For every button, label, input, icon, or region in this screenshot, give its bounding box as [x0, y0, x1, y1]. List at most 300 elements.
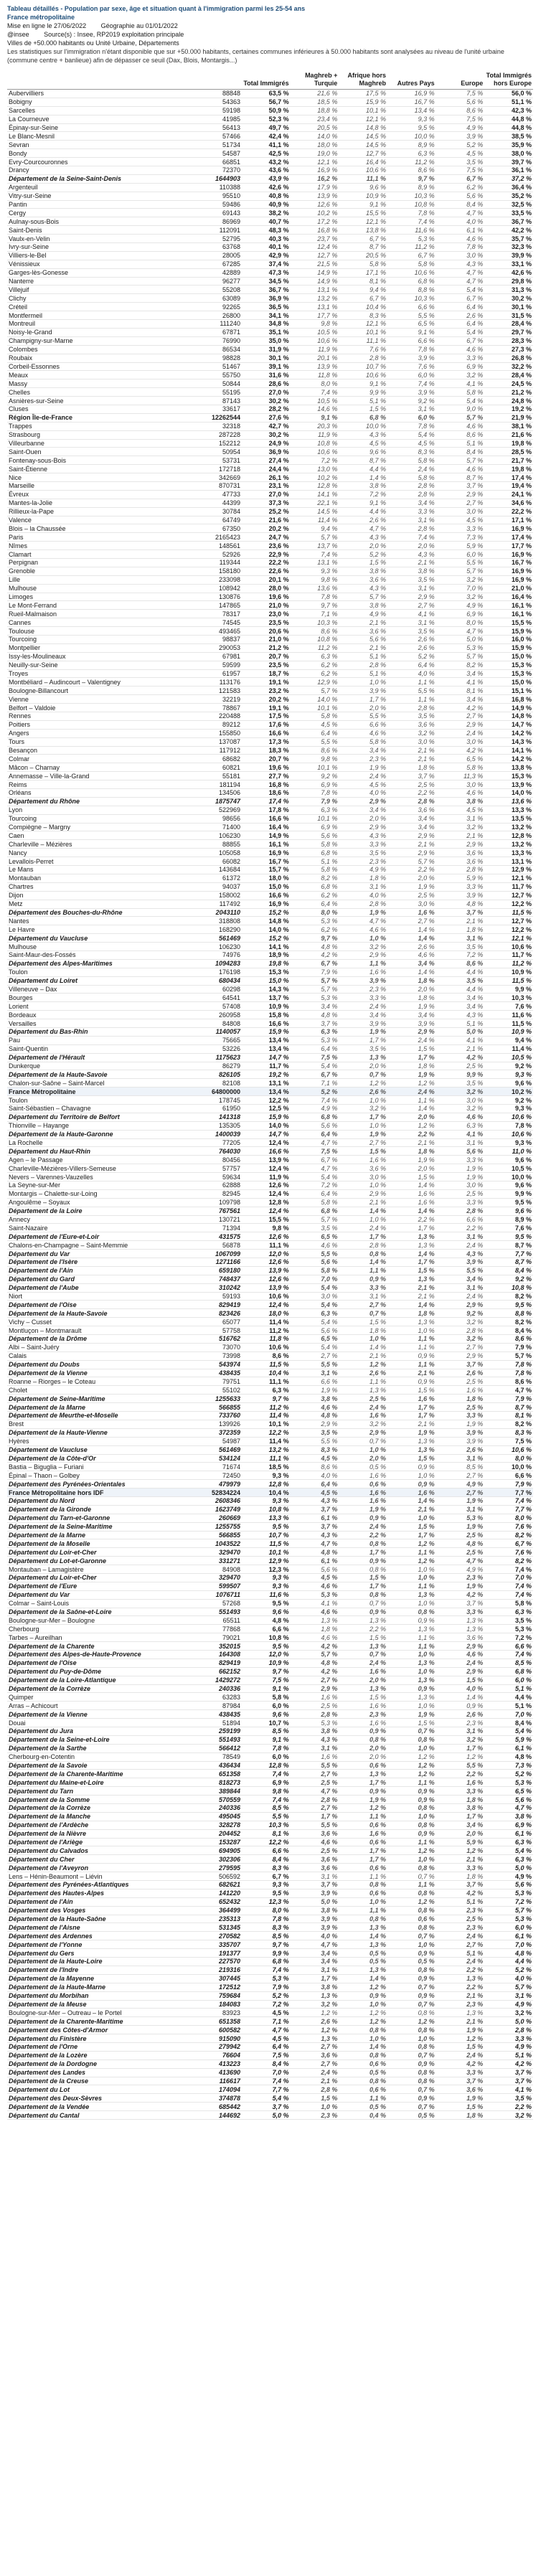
cell-name: Limoges [7, 593, 193, 601]
cell-hors-europe-pct: 9,3 % [484, 1104, 533, 1113]
cell-hors-europe-pct: 5,2 % [484, 1966, 533, 1974]
cell-total-pct: 4,8 % [242, 1616, 291, 1625]
table-row [7, 1224, 533, 1232]
cell-total-pct: 8,1 % [242, 1829, 291, 1838]
cell-autres-pct: 2,9 % [387, 849, 436, 857]
cell-autres-pct: 2,1 % [387, 1420, 436, 1428]
cell-population: 143684 [193, 866, 242, 874]
cell-maghreb-pct: 5,6 % [291, 1258, 339, 1267]
table-row [7, 1829, 533, 1838]
cell-autres-pct: 4,0 % [387, 669, 436, 678]
cell-europe-pct: 2,1 % [436, 1044, 485, 1053]
cell-europe-pct: 2,2 % [436, 1966, 485, 1974]
cell-total-pct: 12,8 % [242, 1198, 291, 1207]
cell-afrique-pct: 0,7 % [339, 1437, 387, 1445]
cell-total-pct: 23,5 % [242, 661, 291, 669]
cell-europe-pct: 6,7 % [436, 294, 485, 303]
cell-population: 83923 [193, 2009, 242, 2017]
table-row [7, 840, 533, 849]
cell-total-pct: 21,2 % [242, 643, 291, 652]
cell-maghreb-pct: 10,2 % [291, 209, 339, 217]
table-row [7, 328, 533, 336]
cell-total-pct: 7,4 % [242, 1770, 291, 1778]
cell-name: Département de l'Indre [7, 1966, 193, 1974]
cell-hors-europe-pct: 14,0 % [484, 789, 533, 798]
cell-autres-pct: 1,9 % [387, 1156, 436, 1164]
cell-autres-pct: 1,6 % [387, 1395, 436, 1403]
cell-population: 119344 [193, 558, 242, 567]
cell-europe-pct: 3,4 % [436, 994, 485, 1002]
cell-autres-pct: 1,2 % [387, 1752, 436, 1761]
cell-name: Dijon [7, 891, 193, 900]
cell-population: 64800000 [193, 1088, 242, 1096]
cell-total-pct: 16,6 % [242, 1019, 291, 1028]
cell-autres-pct: 1,1 % [387, 1335, 436, 1344]
cell-name: Département des Landes [7, 2068, 193, 2077]
cell-population: 64541 [193, 994, 242, 1002]
cell-hors-europe-pct: 21,2 % [484, 388, 533, 397]
table-row [7, 729, 533, 737]
table-row [7, 1889, 533, 1897]
table-row [7, 575, 533, 584]
cell-autres-pct: 0,8 % [387, 1821, 436, 1829]
cell-total-pct: 16,6 % [242, 814, 291, 823]
cell-maghreb-pct: 14,5 % [291, 507, 339, 516]
table-row [7, 1855, 533, 1864]
cell-afrique-pct: 2,9 % [339, 797, 387, 806]
cell-autres-pct: 1,8 % [387, 1309, 436, 1318]
cell-hors-europe-pct: 7,7 % [484, 1250, 533, 1258]
cell-hors-europe-pct: 7,8 % [484, 1369, 533, 1377]
cell-autres-pct: 5,5 % [387, 687, 436, 695]
cell-total-pct: 30,2 % [242, 430, 291, 439]
cell-name: Département de l'Oise [7, 1659, 193, 1667]
table-row [7, 1369, 533, 1377]
cell-name: Département de la Haute-Loire [7, 1958, 193, 1966]
cell-hors-europe-pct: 7,6 % [484, 1522, 533, 1531]
cell-population: 54363 [193, 98, 242, 106]
cell-population: 12262544 [193, 413, 242, 422]
cell-hors-europe-pct: 9,4 % [484, 1036, 533, 1044]
cell-name: Département du Maine-et-Loire [7, 1778, 193, 1787]
cell-afrique-pct: 2,4 % [339, 1002, 387, 1011]
cell-name: Villeurbanne [7, 439, 193, 448]
cell-name: Tourcoing [7, 636, 193, 644]
cell-maghreb-pct: 6,4 % [291, 1044, 339, 1053]
cell-autres-pct: 1,0 % [387, 1667, 436, 1676]
cell-name: Département du Lot [7, 2085, 193, 2094]
cell-maghreb-pct: 12,1 % [291, 158, 339, 166]
cell-autres-pct: 11,6 % [387, 226, 436, 235]
cell-name: Département du Territoire de Belfort [7, 1113, 193, 1121]
cell-population: 318808 [193, 917, 242, 925]
cell-autres-pct: 0,5 % [387, 2111, 436, 2120]
table-row [7, 1881, 533, 1889]
cell-europe-pct: 3,4 % [436, 1821, 485, 1829]
cell-maghreb-pct: 3,9 % [291, 1915, 339, 1923]
cell-afrique-pct: 0,6 % [339, 1480, 387, 1488]
cell-maghreb-pct: 11,9 % [291, 430, 339, 439]
cell-afrique-pct: 0,9 % [339, 1727, 387, 1736]
table-row [7, 490, 533, 499]
cell-europe-pct: 7,0 % [436, 584, 485, 593]
cell-name: Vienne [7, 695, 193, 704]
cell-autres-pct: 1,9 % [387, 882, 436, 891]
cell-name: Mâcon – Charnay [7, 763, 193, 772]
cell-autres-pct: 1,2 % [387, 1897, 436, 1906]
table-row [7, 866, 533, 874]
cell-hors-europe-pct: 6,1 % [484, 1932, 533, 1940]
table-row [7, 226, 533, 235]
cell-afrique-pct: 4,7 % [339, 917, 387, 925]
cell-europe-pct: 5,6 % [436, 192, 485, 200]
cell-europe-pct: 3,2 % [436, 593, 485, 601]
table-row [7, 2042, 533, 2051]
table-row [7, 1113, 533, 1121]
cell-population: 1067099 [193, 1250, 242, 1258]
cell-total-pct: 41,1 % [242, 141, 291, 149]
cell-total-pct: 9,5 % [242, 1642, 291, 1651]
cell-maghreb-pct: 6,7 % [291, 959, 339, 968]
cell-population: 51467 [193, 362, 242, 371]
cell-total-pct: 14,3 % [242, 985, 291, 994]
cell-name: Vénissieux [7, 260, 193, 268]
cell-total-pct: 18,0 % [242, 1309, 291, 1318]
cell-name: Tours [7, 737, 193, 746]
cell-europe-pct: 4,6 % [436, 422, 485, 430]
cell-hors-europe-pct: 3,5 % [484, 2094, 533, 2103]
cell-maghreb-pct: 9,7 % [291, 601, 339, 610]
cell-maghreb-pct: 4,6 % [291, 1582, 339, 1590]
cell-hors-europe-pct: 4,4 % [484, 1958, 533, 1966]
cell-autres-pct: 8,6 % [387, 166, 436, 175]
cell-population: 109798 [193, 1198, 242, 1207]
cell-afrique-pct: 2,0 % [339, 1676, 387, 1684]
cell-name: Montfermeil [7, 311, 193, 320]
cell-maghreb-pct: 8,6 % [291, 1463, 339, 1471]
cell-maghreb-pct: 2,4 % [291, 2068, 339, 2077]
cell-autres-pct: 2,5 % [387, 891, 436, 900]
cell-total-pct: 40,9 % [242, 200, 291, 209]
cell-autres-pct: 10,8 % [387, 200, 436, 209]
cell-name: Département du Cher [7, 1855, 193, 1864]
cell-population: 829419 [193, 1659, 242, 1667]
table-row [7, 1659, 533, 1667]
cell-population: 105058 [193, 849, 242, 857]
table-row [7, 430, 533, 439]
table-row [7, 1710, 533, 1719]
cell-total-pct: 36,9 % [242, 448, 291, 456]
cell-name: Département du Nord [7, 1496, 193, 1505]
cell-name: Rueil-Malmaison [7, 610, 193, 618]
cell-autres-pct: 0,5 % [387, 1958, 436, 1966]
cell-hors-europe-pct: 5,0 % [484, 1864, 533, 1872]
cell-total-pct: 16,8 % [242, 780, 291, 789]
cell-afrique-pct: 2,3 % [339, 1710, 387, 1719]
cell-name: Aulnay-sous-Bois [7, 217, 193, 226]
cell-hors-europe-pct: 9,5 % [484, 1198, 533, 1207]
cell-afrique-pct: 3,9 % [339, 976, 387, 985]
cell-europe-pct: 2,4 % [436, 2051, 485, 2060]
cell-afrique-pct: 1,0 % [339, 1897, 387, 1906]
cell-population: 63089 [193, 294, 242, 303]
cell-hors-europe-pct: 13,1 % [484, 857, 533, 866]
cell-maghreb-pct: 5,4 % [291, 1173, 339, 1181]
cell-europe-pct: 4,7 % [436, 627, 485, 636]
table-row [7, 2103, 533, 2111]
cell-autres-pct: 3,0 % [387, 900, 436, 908]
cell-afrique-pct: 1,5 % [339, 1573, 387, 1582]
cell-population: 54587 [193, 149, 242, 158]
cell-population: 84808 [193, 1019, 242, 1028]
cell-autres-pct: 6,8 % [387, 277, 436, 286]
cell-autres-pct: 3,5 % [387, 627, 436, 636]
cell-name: Besançon [7, 746, 193, 755]
cell-europe-pct: 3,6 % [436, 1633, 485, 1642]
cell-total-pct: 43,9 % [242, 174, 291, 183]
cell-hors-europe-pct: 15,1 % [484, 687, 533, 695]
cell-name: Asnières-sur-Seine [7, 397, 193, 405]
cell-total-pct: 9,3 % [242, 1471, 291, 1480]
table-row [7, 1215, 533, 1224]
cell-afrique-pct: 9,4 % [339, 286, 387, 294]
cell-europe-pct: 4,4 % [436, 985, 485, 994]
table-row [7, 1318, 533, 1326]
cell-total-pct: 10,8 % [242, 1505, 291, 1514]
cell-afrique-pct: 0,8 % [339, 2051, 387, 2060]
cell-autres-pct: 8,3 % [387, 448, 436, 456]
cell-population: 310242 [193, 1283, 242, 1292]
cell-name: Meaux [7, 371, 193, 379]
table-row [7, 1173, 533, 1181]
table-row [7, 1727, 533, 1736]
cell-total-pct: 7,9 % [242, 1983, 291, 1991]
cell-total-pct: 18,0 % [242, 874, 291, 882]
cell-autres-pct: 3,4 % [387, 499, 436, 507]
cell-hors-europe-pct: 13,9 % [484, 780, 533, 789]
cell-afrique-pct: 1,8 % [339, 874, 387, 882]
table-row [7, 610, 533, 618]
cell-autres-pct: 1,1 % [387, 1881, 436, 1889]
cell-name: Évreux [7, 490, 193, 499]
cell-hors-europe-pct: 10,6 % [484, 1130, 533, 1138]
cell-europe-pct: 3,0 % [436, 1181, 485, 1190]
cell-total-pct: 15,0 % [242, 882, 291, 891]
cell-hors-europe-pct: 12,2 % [484, 925, 533, 934]
table-row [7, 652, 533, 661]
cell-maghreb-pct: 6,3 % [291, 652, 339, 661]
cell-europe-pct: 2,4 % [436, 1932, 485, 1940]
cell-autres-pct: 2,1 % [387, 1138, 436, 1147]
cell-autres-pct: 0,8 % [387, 1608, 436, 1616]
cell-afrique-pct: 0,7 % [339, 1599, 387, 1608]
cell-hors-europe-pct: 14,3 % [484, 737, 533, 746]
table-row [7, 1283, 533, 1292]
cell-maghreb-pct: 3,4 % [291, 1949, 339, 1958]
cell-hors-europe-pct: 17,1 % [484, 516, 533, 524]
cell-hors-europe-pct: 42,6 % [484, 268, 533, 277]
cell-maghreb-pct: 6,8 % [291, 882, 339, 891]
cell-name: Evry-Courcouronnes [7, 158, 193, 166]
cell-afrique-pct: 2,6 % [339, 516, 387, 524]
cell-autres-pct: 9,5 % [387, 123, 436, 132]
cell-autres-pct: 0,9 % [387, 1684, 436, 1693]
cell-hors-europe-pct: 8,8 % [484, 1309, 533, 1318]
cell-europe-pct: 6,9 % [436, 362, 485, 371]
cell-maghreb-pct: 14,9 % [291, 277, 339, 286]
cell-name: Boulogne-Billancourt [7, 687, 193, 695]
cell-autres-pct: 6,6 % [387, 336, 436, 345]
cell-hors-europe-pct: 13,2 % [484, 823, 533, 831]
cell-total-pct: 21,0 % [242, 636, 291, 644]
cell-autres-pct: 1,8 % [387, 994, 436, 1002]
table-row [7, 943, 533, 951]
table-row [7, 354, 533, 362]
cell-afrique-pct: 1,3 % [339, 1684, 387, 1693]
cell-autres-pct: 3,4 % [387, 814, 436, 823]
cell-europe-pct: 8,4 % [436, 200, 485, 209]
cell-total-pct: 5,3 % [242, 1974, 291, 1983]
cell-europe-pct: 4,9 % [436, 123, 485, 132]
cell-hors-europe-pct: 7,7 % [484, 1488, 533, 1497]
cell-name: Bastia – Biguglia – Furiani [7, 1463, 193, 1471]
cell-afrique-pct: 2,2 % [339, 1531, 387, 1539]
table-row [7, 1923, 533, 1932]
cell-autres-pct: 3,4 % [387, 959, 436, 968]
cell-autres-pct: 2,1 % [387, 1292, 436, 1301]
cell-autres-pct: 1,6 % [387, 1189, 436, 1198]
table-row [7, 149, 533, 158]
geography-date: Géographie au 01/01/2022 [100, 22, 178, 29]
cell-maghreb-pct: 4,3 % [291, 1531, 339, 1539]
cell-afrique-pct: 1,6 % [339, 1719, 387, 1727]
cell-total-pct: 12,3 % [242, 1565, 291, 1574]
cell-europe-pct: 3,3 % [436, 1198, 485, 1207]
cell-maghreb-pct: 8,3 % [291, 1445, 339, 1454]
cell-total-pct: 34,8 % [242, 320, 291, 329]
immigration-table [7, 70, 533, 2120]
cell-total-pct: 12,4 % [242, 1207, 291, 1215]
cell-name: Lyon [7, 806, 193, 814]
cell-name: Département du Tarn [7, 1787, 193, 1796]
cell-afrique-pct: 1,3 % [339, 1616, 387, 1625]
cell-name: Département de la Vendée [7, 2103, 193, 2111]
table-row [7, 1667, 533, 1676]
cell-name: Albi – Saint-Juéry [7, 1343, 193, 1351]
table-row [7, 1573, 533, 1582]
cell-europe-pct: 1,6 % [436, 1386, 485, 1395]
cell-europe-pct: 2,0 % [436, 1829, 485, 1838]
cell-maghreb-pct: 5,5 % [291, 1250, 339, 1258]
cell-europe-pct: 2,1 % [436, 1855, 485, 1864]
cell-population: 84908 [193, 1565, 242, 1574]
cell-afrique-pct: 5,2 % [339, 550, 387, 559]
cell-maghreb-pct: 2,8 % [291, 1796, 339, 1804]
cell-name: Département des Vosges [7, 1906, 193, 1915]
cell-hors-europe-pct: 13,2 % [484, 840, 533, 849]
cell-autres-pct: 3,9 % [387, 388, 436, 397]
cell-total-pct: 15,3 % [242, 968, 291, 976]
cell-afrique-pct: 0,4 % [339, 2111, 387, 2120]
cell-afrique-pct: 4,9 % [339, 866, 387, 874]
cell-name: Mantes-la-Jolie [7, 499, 193, 507]
cell-name: Bourges [7, 994, 193, 1002]
cell-total-pct: 8,5 % [242, 1727, 291, 1736]
cell-population: 152212 [193, 439, 242, 448]
cell-population: 57466 [193, 132, 242, 141]
cell-autres-pct: 3,0 % [387, 737, 436, 746]
cell-maghreb-pct: 3,7 % [291, 1881, 339, 1889]
cell-europe-pct: 1,9 % [436, 2094, 485, 2103]
cell-total-pct: 12,4 % [242, 1164, 291, 1173]
cell-name: Lorient [7, 1002, 193, 1011]
cell-europe-pct: 4,2 % [436, 1889, 485, 1897]
cell-maghreb-pct: 3,6 % [291, 1864, 339, 1872]
cell-afrique-pct: 3,4 % [339, 746, 387, 755]
cell-population: 86969 [193, 217, 242, 226]
cell-population: 352015 [193, 1642, 242, 1651]
cell-population: 270582 [193, 1932, 242, 1940]
cell-total-pct: 11,1 % [242, 1377, 291, 1386]
cell-total-pct: 19,1 % [242, 704, 291, 712]
cell-hors-europe-pct: 4,0 % [484, 1974, 533, 1983]
cell-autres-pct: 1,2 % [387, 1557, 436, 1565]
cell-autres-pct: 2,2 % [387, 1215, 436, 1224]
cell-autres-pct: 1,4 % [387, 934, 436, 943]
cell-europe-pct: 3,4 % [436, 669, 485, 678]
cell-afrique-pct: 1,2 % [339, 1983, 387, 1991]
cell-europe-pct: 4,1 % [436, 1130, 485, 1138]
cell-europe-pct: 2,9 % [436, 1642, 485, 1651]
cell-europe-pct: 3,1 % [436, 1283, 485, 1292]
cell-autres-pct: 0,8 % [387, 2026, 436, 2034]
cell-maghreb-pct: 3,2 % [291, 2000, 339, 2009]
cell-name: Département du Gard [7, 1275, 193, 1283]
table-row [7, 584, 533, 593]
table-row [7, 1377, 533, 1386]
cell-hors-europe-pct: 7,9 % [484, 1343, 533, 1351]
cell-total-pct: 10,9 % [242, 1659, 291, 1667]
cell-name: Orléans [7, 789, 193, 798]
cell-total-pct: 11,1 % [242, 1454, 291, 1463]
cell-europe-pct: 1,6 % [436, 1778, 485, 1787]
cell-name: Département de l'Eure [7, 1582, 193, 1590]
cell-autres-pct: 1,0 % [387, 1855, 436, 1864]
cell-afrique-pct: 1,5 % [339, 1147, 387, 1156]
cell-afrique-pct: 9,1 % [339, 499, 387, 507]
table-row [7, 371, 533, 379]
cell-europe-pct: 3,6 % [436, 849, 485, 857]
cell-population: 78317 [193, 610, 242, 618]
cell-autres-pct: 1,2 % [387, 1079, 436, 1088]
cell-total-pct: 40,1 % [242, 243, 291, 252]
cell-europe-pct: 3,0 % [436, 1096, 485, 1105]
cell-autres-pct: 10,6 % [387, 268, 436, 277]
cell-hors-europe-pct: 5,8 % [484, 1599, 533, 1608]
col-header-europe: Europe [436, 70, 485, 90]
cell-total-pct: 20,1 % [242, 575, 291, 584]
cell-autres-pct: 1,0 % [387, 1812, 436, 1821]
cell-hors-europe-pct: 9,9 % [484, 1189, 533, 1198]
cell-population: 516762 [193, 1335, 242, 1344]
cell-europe-pct: 7,5 % [436, 90, 485, 98]
cell-total-pct: 7,4 % [242, 2077, 291, 2085]
cell-afrique-pct: 1,3 % [339, 1940, 387, 1949]
cell-afrique-pct: 0,9 % [339, 1787, 387, 1796]
cell-europe-pct: 3,5 % [436, 976, 485, 985]
cell-hors-europe-pct: 16,9 % [484, 550, 533, 559]
cell-autres-pct: 3,1 % [387, 405, 436, 413]
